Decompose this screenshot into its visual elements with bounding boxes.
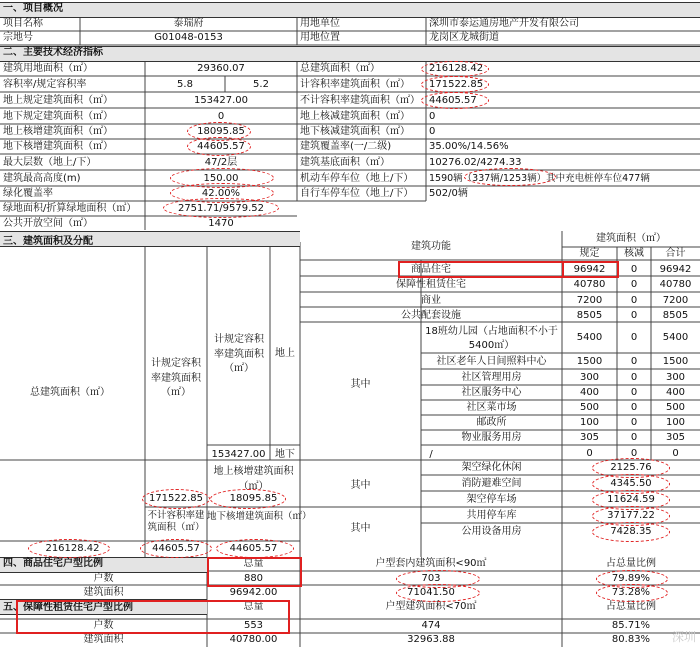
indicator-label: 地下核增建筑面积（㎡） bbox=[3, 141, 113, 152]
underground-added-label: 地下核增建筑面积（㎡） bbox=[207, 511, 312, 522]
underground-rule: 0 bbox=[586, 448, 593, 459]
function-item: 商业 bbox=[421, 295, 441, 306]
column-header-reduce: 核减 bbox=[624, 248, 644, 259]
indicator-label: 容积率/规定容积率 bbox=[3, 79, 87, 90]
indicator-value: 1470 bbox=[208, 218, 234, 229]
column-header-total: 总量 bbox=[243, 558, 264, 569]
indicator-label: 绿化覆盖率 bbox=[3, 188, 53, 199]
function-item: 社区菜市场 bbox=[466, 402, 517, 413]
parcel-no-label: 宗地号 bbox=[3, 32, 33, 43]
function-reduce: 0 bbox=[630, 387, 638, 398]
ratio-value: 85.71% bbox=[611, 620, 651, 631]
function-total: 400 bbox=[665, 387, 686, 398]
column-header-function: 建筑功能 bbox=[411, 241, 451, 252]
function-reduce: 0 bbox=[630, 432, 638, 443]
above-ground-label: 地上 bbox=[275, 348, 295, 359]
highlight-oval bbox=[421, 92, 489, 109]
function-total: 1500 bbox=[662, 356, 689, 367]
indicator-value: 150.00 bbox=[203, 173, 239, 184]
rule-area-value: 153427.00 bbox=[211, 449, 266, 460]
indicator-label: 建筑覆盖率(一/二级) bbox=[300, 141, 392, 152]
function-item: 社区管理用房 bbox=[461, 372, 522, 383]
total-value: 40780.00 bbox=[229, 634, 278, 645]
indicator-label: 总建筑面积（㎡） bbox=[300, 63, 380, 74]
function-total: 5400 bbox=[662, 332, 689, 343]
indicator-label: 机动车停车位（地上/下） bbox=[300, 173, 414, 184]
of-which-label: 其中 bbox=[350, 523, 371, 534]
function-total: 300 bbox=[665, 372, 686, 383]
indicator-value: 18095.85 bbox=[197, 126, 245, 137]
function-total: 500 bbox=[665, 402, 686, 413]
function-rule: 1500 bbox=[576, 356, 603, 367]
section-title: 四、商品住宅户型比例 bbox=[3, 558, 103, 569]
of-which-label: 其中 bbox=[350, 480, 371, 491]
added-item-value: 4345.50 bbox=[610, 478, 652, 489]
function-reduce: 0 bbox=[630, 310, 638, 321]
function-reduce: 0 bbox=[630, 332, 638, 343]
indicator-label: 最大层数（地上/下） bbox=[3, 157, 97, 168]
non-far-item: 公用设备用房 bbox=[461, 526, 522, 537]
indicator-value: 0 bbox=[429, 126, 436, 137]
highlight-box bbox=[207, 557, 302, 587]
indicator-value: 29360.07 bbox=[197, 63, 245, 74]
highlight-oval bbox=[210, 489, 286, 509]
row-label: 户数 bbox=[93, 620, 114, 631]
column-header-rule: 规定 bbox=[579, 248, 600, 259]
indicator-value: 2751.71/9579.52 bbox=[177, 203, 265, 214]
indicator-label: 地上核增建筑面积（㎡） bbox=[3, 126, 113, 137]
column-header-small: 户型建筑面积<70㎡ bbox=[385, 601, 477, 612]
ratio-value: 80.83% bbox=[611, 634, 651, 645]
function-rule: 100 bbox=[579, 417, 600, 428]
indicator-label: 地上规定建筑面积（㎡） bbox=[3, 95, 113, 106]
indicator-value: 171522.85 bbox=[429, 79, 484, 90]
row-label: 建筑面积 bbox=[83, 634, 124, 645]
indicator-label: 地上核减建筑面积（㎡） bbox=[300, 111, 410, 122]
indicator-label: 绿地面积/折算绿地面积（㎡） bbox=[3, 203, 137, 214]
land-location-label: 用地位置 bbox=[300, 32, 340, 43]
project-name-value: 泰瑞府 bbox=[173, 18, 204, 29]
added-area-label: 地上核增建筑面积（㎡） bbox=[213, 466, 294, 492]
function-rule: 40780 bbox=[573, 279, 606, 290]
function-rule: 96942 bbox=[573, 264, 606, 275]
function-total: 96942 bbox=[659, 264, 692, 275]
function-reduce: 0 bbox=[630, 417, 638, 428]
indicator-value: 35.00%/14.56% bbox=[429, 141, 509, 152]
section-header-overview bbox=[0, 2, 700, 18]
highlight-oval bbox=[140, 539, 212, 558]
highlight-oval bbox=[163, 198, 279, 218]
underground-added-value: 44605.57 bbox=[229, 543, 278, 554]
non-far-item-value: 7428.35 bbox=[610, 526, 652, 537]
column-header-area: 建筑面积（㎡） bbox=[596, 233, 666, 244]
indicator-value: 0 bbox=[429, 111, 436, 122]
indicator-value: 216128.42 bbox=[429, 63, 484, 74]
indicator-label: 计容积率建筑面积（㎡） bbox=[300, 79, 410, 90]
function-total: 8505 bbox=[662, 310, 689, 321]
function-reduce: 0 bbox=[630, 356, 638, 367]
underground-total: 0 bbox=[672, 448, 679, 459]
function-reduce: 0 bbox=[630, 264, 638, 275]
highlight-box bbox=[562, 261, 619, 278]
slash-text: / bbox=[429, 449, 433, 460]
highlight-oval bbox=[216, 539, 294, 558]
total-value: 96942.00 bbox=[229, 587, 278, 598]
function-item: 保障性租赁住宅 bbox=[396, 279, 466, 290]
highlight-oval bbox=[421, 61, 489, 77]
indicator-value: 153427.00 bbox=[193, 95, 249, 106]
function-rule: 5400 bbox=[576, 332, 603, 343]
indicator-label: 建筑最高高度(m) bbox=[3, 173, 81, 184]
indicator-value: 5.2 bbox=[253, 79, 269, 90]
function-item: 社区服务中心 bbox=[461, 387, 522, 398]
land-unit-label: 用地单位 bbox=[300, 18, 340, 29]
indicator-value: 42.00% bbox=[201, 188, 241, 199]
indicator-value: 47/2层 bbox=[204, 157, 238, 168]
small-value: 703 bbox=[421, 573, 441, 584]
land-unit-value: 深圳市泰运通房地产开发有限公司 bbox=[429, 18, 579, 29]
non-far-area-label: 不计容积率建筑面积（㎡） bbox=[147, 510, 205, 534]
column-header-small: 户型套内建筑面积<90㎡ bbox=[375, 558, 487, 569]
function-item: 商品住宅 bbox=[411, 264, 451, 275]
far-area-value: 171522.85 bbox=[148, 493, 204, 504]
function-rule: 400 bbox=[579, 387, 600, 398]
highlight-oval bbox=[464, 168, 556, 186]
small-value: 32963.88 bbox=[407, 634, 455, 645]
parcel-no-value: G01048-0153 bbox=[154, 32, 223, 43]
function-item: 社区老年人日间照料中心 bbox=[436, 356, 547, 367]
column-header-total: 总量 bbox=[243, 601, 264, 612]
indicator-value: 44605.57 bbox=[429, 95, 477, 106]
ratio-value: 79.89% bbox=[611, 573, 651, 584]
highlight-oval bbox=[396, 584, 480, 602]
highlight-box bbox=[398, 261, 564, 278]
total-area-label: 总建筑面积（㎡） bbox=[30, 387, 110, 398]
highlight-oval bbox=[592, 522, 670, 542]
highlight-oval bbox=[421, 76, 489, 93]
added-item-value: 11624.59 bbox=[607, 494, 655, 505]
section-title: 三、建筑面积及分配 bbox=[3, 236, 93, 247]
function-item: 18班幼儿园（占地面积不小于5400㎡） bbox=[425, 326, 558, 351]
rule-area-label: 计规定容积率建筑面积（㎡） bbox=[214, 334, 264, 374]
function-item: 邮政所 bbox=[476, 417, 507, 428]
small-value: 71041.50 bbox=[407, 587, 455, 598]
function-total: 40780 bbox=[659, 279, 692, 290]
land-location-value: 龙岗区龙城街道 bbox=[429, 32, 499, 43]
indicator-value: 0 bbox=[217, 111, 225, 122]
function-total: 7200 bbox=[662, 295, 689, 306]
project-name-label: 项目名称 bbox=[3, 18, 43, 29]
highlight-oval bbox=[28, 539, 110, 558]
total-value: 880 bbox=[243, 573, 264, 584]
added-item: 架空停车场 bbox=[466, 494, 517, 505]
highlight-oval bbox=[187, 137, 251, 156]
indicator-label: 不计容积率建筑面积（㎡） bbox=[300, 95, 420, 106]
function-item: 物业服务用房 bbox=[461, 432, 522, 443]
section-title: 二、主要技术经济指标 bbox=[3, 47, 103, 58]
function-rule: 7200 bbox=[576, 295, 603, 306]
added-area-value: 18095.85 bbox=[229, 493, 278, 504]
total-area-value: 216128.42 bbox=[45, 543, 100, 554]
indicator-label: 公共开放空间（㎡） bbox=[3, 218, 93, 229]
function-total: 100 bbox=[665, 417, 686, 428]
indicator-label: 地下规定建筑面积（㎡） bbox=[3, 111, 113, 122]
indicator-label: 建筑基底面积（㎡） bbox=[300, 157, 390, 168]
highlight-oval bbox=[142, 489, 210, 509]
non-far-item-value: 37177.22 bbox=[607, 510, 655, 521]
function-reduce: 0 bbox=[630, 295, 638, 306]
far-area-label: 计规定容积率建筑面积（㎡） bbox=[151, 358, 201, 398]
column-header-ratio: 占总量比例 bbox=[606, 558, 656, 569]
added-item-value: 2125.76 bbox=[610, 462, 652, 473]
highlight-box bbox=[16, 600, 290, 634]
indicator-label: 自行车停车位（地上/下） bbox=[300, 188, 414, 199]
indicator-label: 地下核减建筑面积（㎡） bbox=[300, 126, 410, 137]
non-far-item: 共用停车库 bbox=[466, 510, 517, 521]
function-rule: 8505 bbox=[576, 310, 603, 321]
indicator-label: 建筑用地面积（㎡） bbox=[3, 63, 93, 74]
row-label: 建筑面积 bbox=[83, 587, 124, 598]
added-item: 架空绿化休闲 bbox=[461, 462, 522, 473]
total-value: 553 bbox=[243, 620, 264, 631]
indicator-value: 502/0辆 bbox=[429, 188, 468, 199]
highlight-oval bbox=[596, 584, 668, 602]
below-ground-label: 地下 bbox=[275, 449, 295, 460]
indicator-value: 44605.57 bbox=[197, 141, 245, 152]
ratio-value: 73.28% bbox=[611, 587, 651, 598]
indicator-value: 1590辆（337辆/1253辆）其中充电桩停车位477辆 bbox=[429, 173, 650, 184]
column-header-ratio: 占总量比例 bbox=[606, 601, 656, 612]
function-reduce: 0 bbox=[630, 402, 638, 413]
function-rule: 305 bbox=[579, 432, 600, 443]
section-title: 一、项目概况 bbox=[3, 3, 63, 14]
indicator-value: 10276.02/4274.33 bbox=[429, 157, 522, 168]
section-header-indicators bbox=[0, 46, 700, 62]
function-total: 305 bbox=[665, 432, 686, 443]
function-reduce: 0 bbox=[630, 372, 638, 383]
function-rule: 500 bbox=[579, 402, 600, 413]
function-rule: 300 bbox=[579, 372, 600, 383]
non-far-area-value: 44605.57 bbox=[152, 543, 200, 554]
watermark: 深圳 bbox=[671, 630, 696, 644]
section-title: 五、保障性租赁住宅户型比例 bbox=[3, 602, 133, 613]
small-value: 474 bbox=[421, 620, 441, 631]
column-header-total: 合计 bbox=[665, 248, 686, 259]
function-reduce: 0 bbox=[630, 279, 638, 290]
row-label: 户数 bbox=[93, 573, 114, 584]
indicator-value: 5.8 bbox=[177, 79, 193, 90]
underground-reduce: 0 bbox=[630, 448, 638, 459]
added-item: 消防避难空间 bbox=[461, 478, 522, 489]
function-item: 公共配套设施 bbox=[401, 310, 461, 321]
of-which-label: 其中 bbox=[350, 379, 371, 390]
